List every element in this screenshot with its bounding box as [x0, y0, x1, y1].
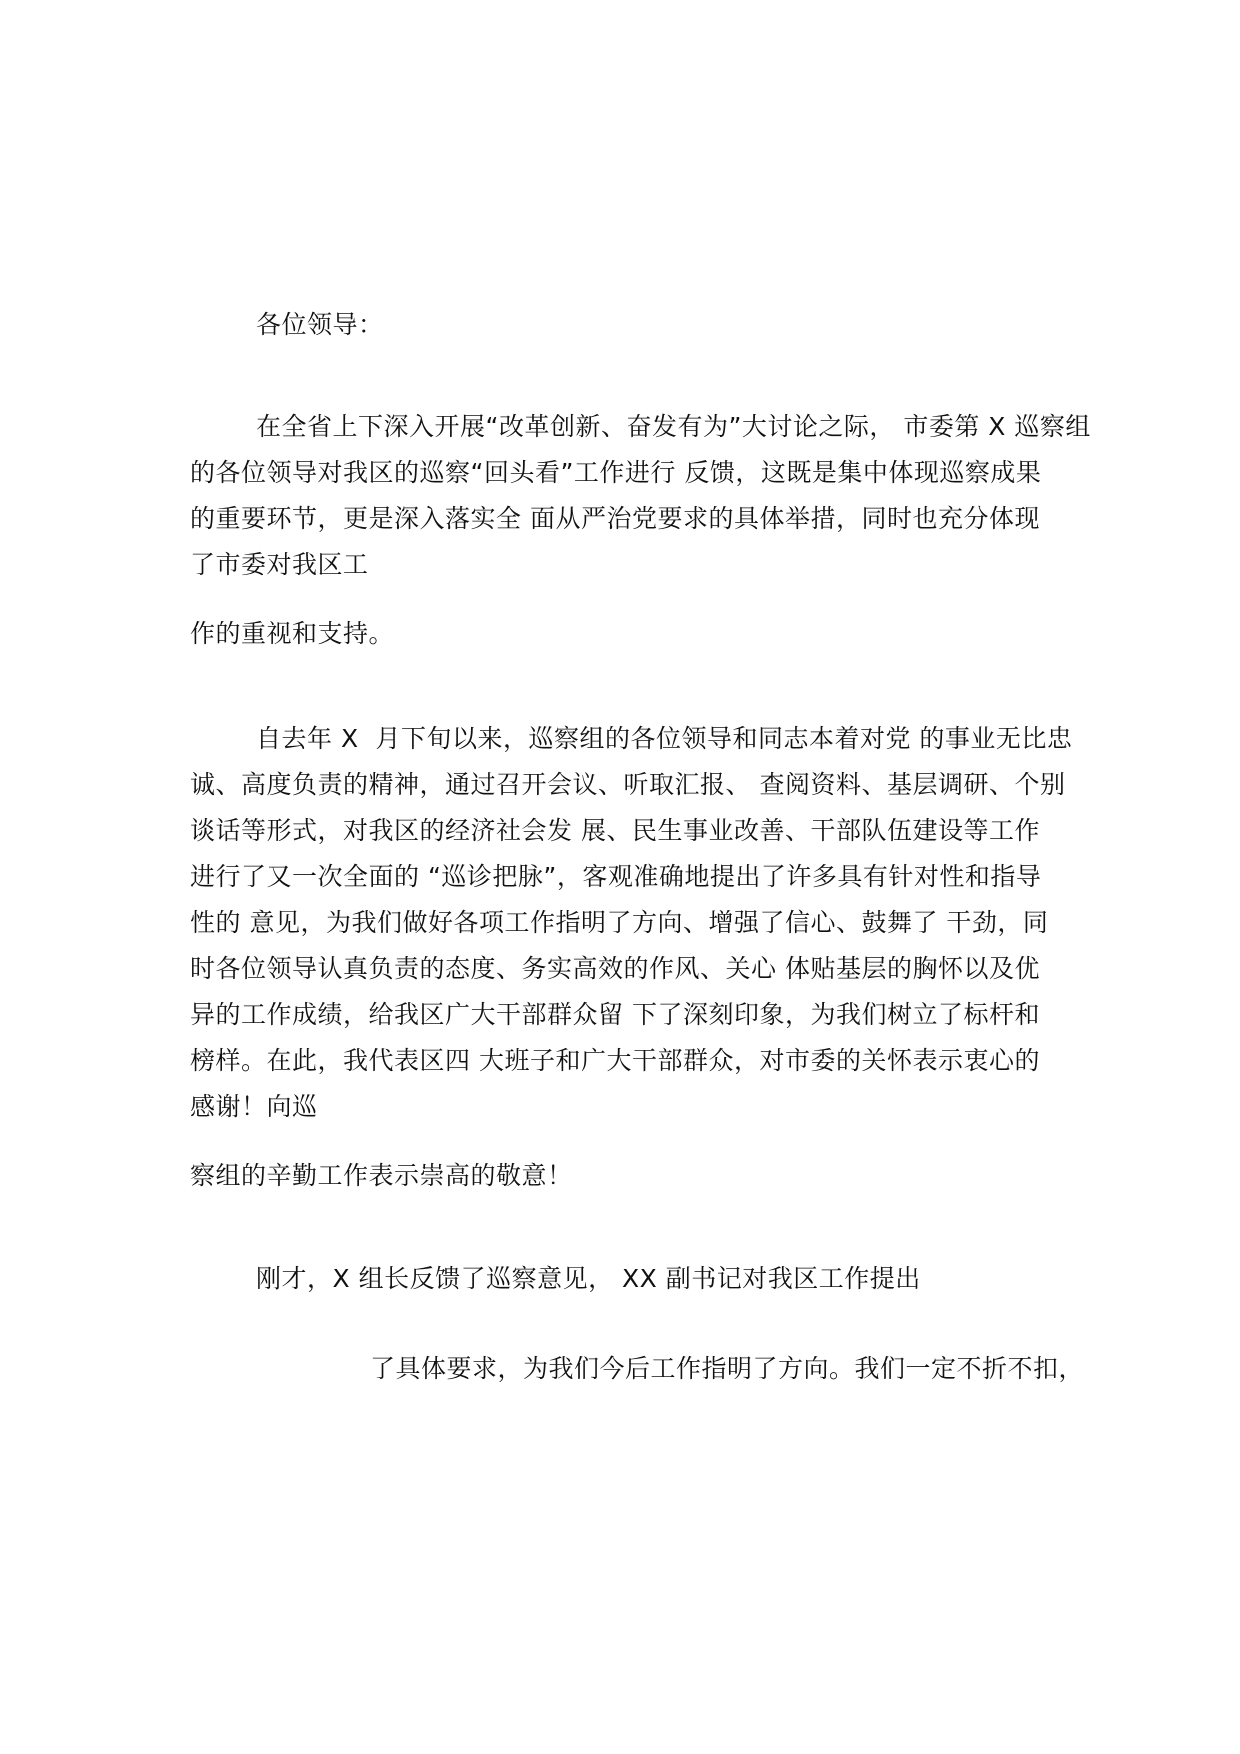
paragraph-3-line-3: 谈话等形式，对我区的经济社会发 展、民生事业改善、干部队伍建设等工作 [190, 816, 1040, 845]
paragraph-1-line-3: 的重要环节，更是深入落实全 面从严治党要求的具体举措，同时也充分体现 [190, 504, 1040, 533]
paragraph-3-line-2: 诚、高度负责的精神，通过召开会议、听取汇报、 查阅资料、基层调研、个别 [190, 770, 1066, 799]
paragraph-1-line-1: 在全省上下深入开展“改革创新、奋发有为”大讨论之际， 市委第 X 巡察组 [256, 412, 1091, 441]
paragraph-3-line-8: 榜样。在此，我代表区四 大班子和广大干部群众，对市委的关怀表示衷心的 [190, 1046, 1040, 1075]
paragraph-3-line-4: 进行了又一次全面的 “巡诊把脉”，客观准确地提出了许多具有针对性和指导 [190, 862, 1042, 891]
paragraph-3-line-1: 自去年 X 月下旬以来，巡察组的各位领导和同志本着对党 的事业无比忠 [256, 724, 1073, 753]
paragraph-5-line-1: 刚才，X 组长反馈了巡察意见， XX 副书记对我区工作提出 [256, 1264, 921, 1293]
paragraph-1-line-4: 了市委对我区工 [190, 550, 369, 579]
paragraph-6-line-1: 了具体要求，为我们今后工作指明了方向。我们一定不折不扣， [370, 1354, 1085, 1383]
paragraph-3-line-7: 异的工作成绩，给我区广大干部群众留 下了深刻印象，为我们树立了标杆和 [190, 1000, 1040, 1029]
salutation: 各位领导： [256, 310, 384, 339]
paragraph-2-line-1: 作的重视和支持。 [190, 619, 395, 648]
paragraph-3-line-5: 性的 意见，为我们做好各项工作指明了方向、增强了信心、鼓舞了 干劲，同 [190, 908, 1049, 937]
paragraph-1-line-2: 的各位领导对我区的巡察“回头看”工作进行 反馈，这既是集中体现巡察成果 [190, 458, 1042, 487]
paragraph-4-line-1: 察组的辛勤工作表示崇高的敬意！ [190, 1161, 573, 1190]
paragraph-3-line-6: 时各位领导认真负责的态度、务实高效的作风、关心 体贴基层的胸怀以及优 [190, 954, 1040, 983]
paragraph-3-line-9: 感谢！向巡 [190, 1092, 318, 1121]
